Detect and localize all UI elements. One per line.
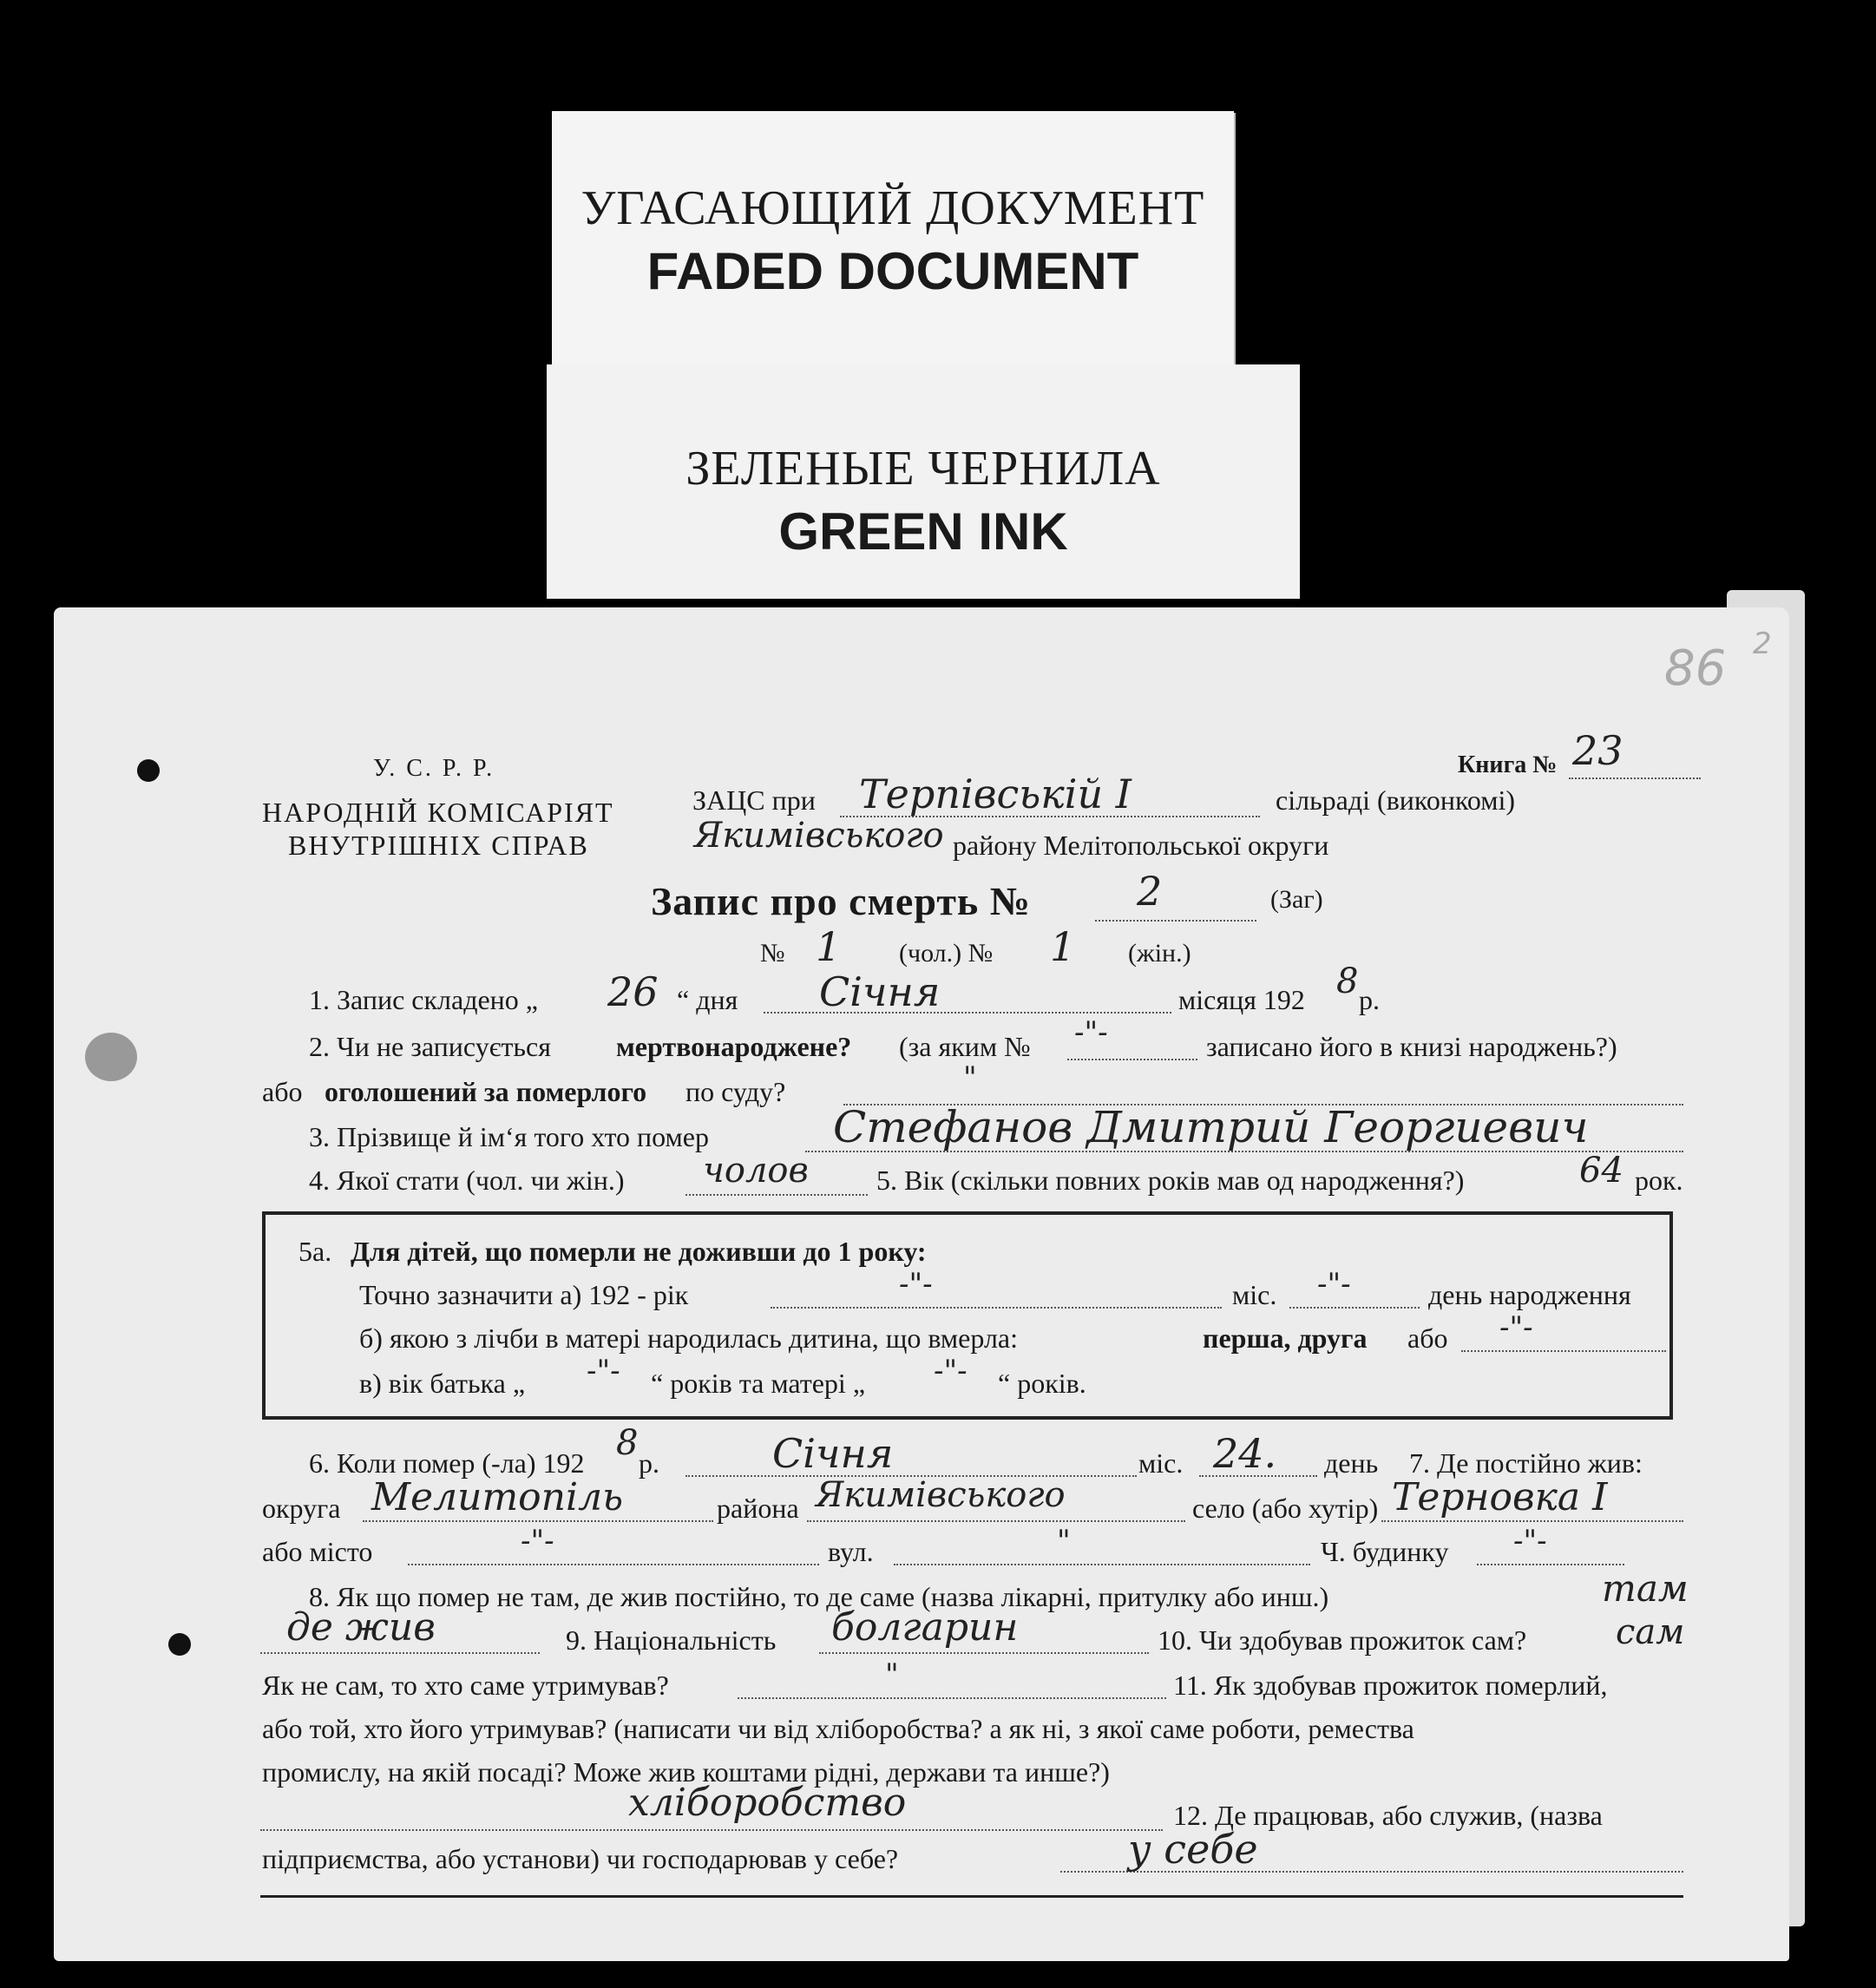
f5-label: 5. Вік (скільки повних років мав од народження?) [876,1165,1465,1196]
f4-value: чолов [703,1151,809,1191]
vul-line [894,1564,1310,1565]
record-suffix: (Заг) [1270,885,1323,914]
green-label-en: GREEN INK [778,502,1068,561]
f1-day: 26 [607,968,659,1015]
f2-label-a: 2. Чи не записується [309,1031,551,1062]
bud-value: -"- [1513,1524,1547,1558]
box5a-line-b-val: -"- [1499,1310,1533,1345]
box5a-line-a-val: -"- [899,1267,933,1302]
f6-mis: міс. [1138,1447,1184,1479]
f10b-value: " [885,1657,899,1692]
bottom-rule [260,1895,1683,1898]
f10b-line [738,1697,1166,1699]
f10-label: 10. Чи здобував прожиток сам? [1158,1624,1527,1656]
misto-line [408,1564,819,1565]
f5-unit: рок. [1635,1165,1683,1196]
bud-line [1477,1564,1624,1565]
f2-value: -"- [1074,1015,1108,1050]
faded-document-label [552,111,1234,397]
f6-year: 8 [616,1423,639,1463]
ministry-line-1: НАРОДНІЙ КОМІСАРІЯТ [262,797,614,828]
f2-line [1067,1059,1197,1060]
record-number: 2 [1137,868,1163,915]
green-ink-label [547,364,1300,599]
f11-line [260,1829,1163,1831]
f6-label: 6. Коли помер (-ла) 192 [309,1447,585,1479]
f9-value: болгарин [831,1605,1019,1650]
f10-value: сам [1616,1612,1685,1652]
f1-month: Січня [819,968,941,1015]
f12-value: у себе [1128,1826,1258,1873]
f1-r: р. [1359,984,1380,1015]
district-value: Якимівського [694,816,944,856]
f11-label: 11. Як здобував прожиток померлий, [1173,1670,1608,1701]
okruha-value: Мелитопіль [371,1475,624,1519]
box5a-line-b-end: або [1407,1322,1448,1354]
page-number-sup: 2 [1753,627,1772,661]
misto-value: -"- [521,1524,554,1558]
f8-value-b: де жив [286,1605,436,1650]
zags-value: Терпівській I [859,771,1132,817]
punch-hole [168,1633,191,1656]
book-value: 23 [1572,727,1623,774]
book-line [1569,777,1701,779]
green-label-ru: ЗЕЛЕНЫЕ ЧЕРНИЛА [685,442,1161,495]
box5a-line-c-c: “ років. [998,1368,1086,1399]
box5a-line-c-b: “ років та матері „ [651,1368,866,1399]
box5a-line-a: Точно зазначити а) 192 - рік [359,1279,689,1310]
republic-label: У. С. Р. Р. [373,755,495,782]
no-label: № [760,939,785,968]
box5a-line-c-v1: -"- [587,1354,620,1388]
f12-line2: підприємства, або установи) чи господарював у себе? [262,1843,899,1874]
selo-line [1381,1520,1683,1522]
f1-year: 8 [1336,961,1359,1001]
f8-line [260,1652,540,1654]
f9-label: 9. Національність [566,1624,777,1656]
zags-label: ЗАЦС при [692,784,816,816]
f6-day: 24. [1213,1430,1277,1477]
f12-label: 12. Де працював, або служив, (назва [1173,1800,1603,1831]
box5a-line-a-mis: міс. [1232,1279,1277,1310]
f11-value: хліборобство [628,1781,907,1825]
male-label: (чол.) № [899,939,994,968]
box5a-num: 5а. [298,1236,332,1267]
f3-value: Стефанов Дмитрий Георгиевич [833,1102,1589,1152]
female-no: 1 [1050,923,1076,970]
rayon-value: Якимівського [816,1475,1066,1515]
f2-label-d: записано його в книзі народжень?) [1206,1031,1617,1062]
punch-hole [137,759,160,782]
box5a-line-b: б) якою з лічби в матері народилась дитина, що вмерла: [359,1322,1018,1354]
district-label: району Мелітопольської округи [953,830,1329,861]
okruha-line [363,1520,713,1522]
box5a-mis-dots [1289,1307,1420,1309]
f8-value-a: там [1602,1567,1689,1610]
f2b-label-c: по суду? [685,1076,786,1107]
f2b-label-a: або [262,1076,303,1107]
f7-label: 7. Де постійно жив: [1409,1447,1643,1479]
book-label: Книга № [1458,751,1558,778]
f11-line2: або той, хто його утримував? (написати чи від хліборобства? а як ні, з якої саме роботи, ремества [262,1713,1414,1744]
box5a-line-c-v2: -"- [934,1354,968,1388]
f2b-value: " [963,1060,977,1095]
title-no-line [1095,920,1256,922]
f6-month: Січня [772,1430,894,1477]
f6-day-label: день [1324,1447,1379,1479]
box5a-line-a-dots [771,1307,1222,1309]
f8-label: 8. Як що помер не там, де жив постійно, то де саме (назва лікарні, притулку або инш.) [309,1581,1329,1612]
female-label: (жін.) [1128,939,1191,968]
faded-label-ru: УГАСАЮЩИЙ ДОКУМЕНТ [581,181,1205,235]
f2-label-b: мертвонароджене? [616,1031,852,1062]
box5a-line-b-dots [1461,1350,1666,1352]
f1-year-label: місяця 192 [1178,984,1305,1015]
f11-line3: промислу, на якій посаді? Може жив коштами рідні, держави та инше?) [262,1756,1110,1788]
box5a-line-c-a: в) вік батька „ [359,1368,526,1399]
selo-value: Терновка I [1392,1475,1608,1519]
f3-label: 3. Прізвище й ім‘я того хто помер [309,1121,709,1152]
f9-line [819,1652,1149,1654]
box5a-line-a-end: день народження [1428,1279,1631,1310]
ministry-line-2: ВНУТРІШНІХ СПРАВ [288,830,589,861]
stain [85,1033,137,1081]
misto-label: або місто [262,1536,373,1567]
male-no: 1 [816,923,842,970]
f2b-label-b: оголошений за померлого [325,1076,647,1107]
rayon-line [807,1520,1185,1522]
rayon-label: района [717,1493,799,1524]
f4-line [685,1194,868,1196]
f2-label-c: (за яким № [899,1031,1031,1062]
f1-day-label: “ дня [677,984,738,1015]
box5a-title: Для дітей, що померли не доживши до 1 року: [351,1236,927,1267]
f10b-label: Як не сам, то хто саме утримував? [262,1670,669,1701]
vul-value: " [1057,1524,1071,1558]
selo-label: село (або хутір) [1192,1493,1379,1524]
council-label: сільраді (виконкомі) [1276,784,1516,816]
bud-label: Ч. будинку [1321,1536,1449,1567]
f6-r: р. [639,1447,659,1479]
f4-label: 4. Якої стати (чол. чи жін.) [309,1165,625,1196]
vul-label: вул. [828,1536,874,1567]
box5a-line-b-bold: перша, друга [1203,1322,1368,1354]
faded-label-en: FADED DOCUMENT [646,242,1139,300]
record-title: Запис про смерть № [651,879,1031,923]
page-number: 86 [1664,640,1727,697]
okruha-label: округа [262,1493,341,1524]
f5-value: 64 [1579,1151,1623,1191]
f1-label: 1. Запис складено „ [309,984,538,1015]
box5a-line-a-mis-val: -"- [1317,1267,1351,1302]
